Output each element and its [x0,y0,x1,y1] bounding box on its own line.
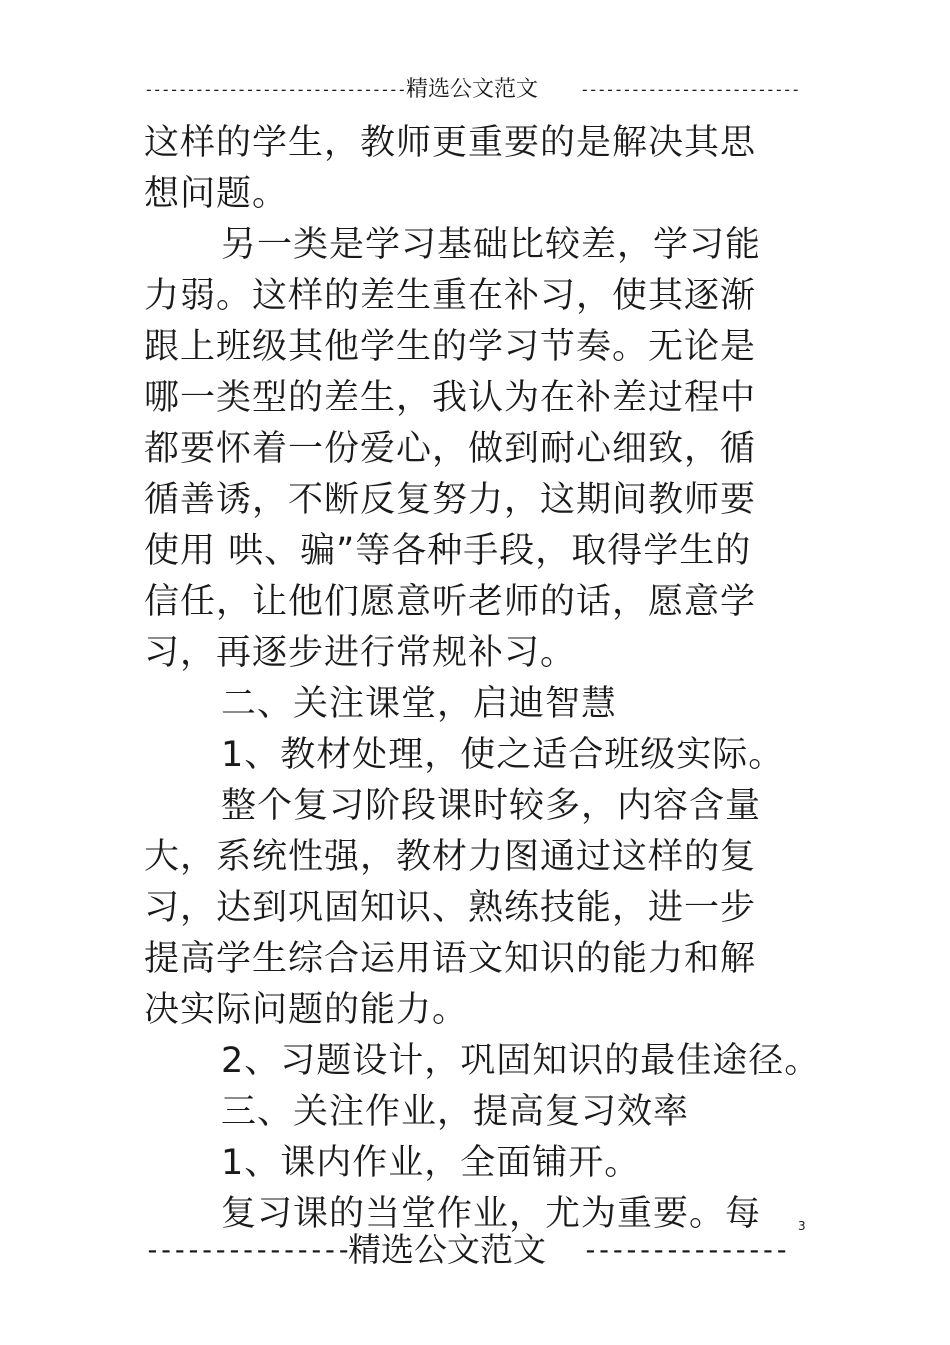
subsection-heading: 2、习题设计，巩固知识的最佳途径。 [221,1041,821,1081]
body-line: 大，系统性强，教材力图通过这样的复 [144,837,757,877]
page-footer [144,1228,787,1272]
body-line: 循善诱，不断反复努力，这期间教师要 [144,480,757,520]
header-left-rule: -------------------------------- [144,80,414,99]
body-line: 这样的学生，教师更重要的是解决其思 [144,123,757,163]
body-line: 哪一类型的差生，我认为在补差过程中 [144,378,757,418]
page-header [144,74,800,106]
header-title: 精选公文范文 [406,77,539,102]
body-line: 跟上班级其他学生的学习节奏。无论是 [144,327,757,367]
footer-left-rule: --------------- [144,1233,349,1266]
section-heading: 二、关注课堂，启迪智慧 [221,684,618,724]
body-line: 提高学生综合运用语文知识的能力和解 [144,939,757,979]
body-line: 都要怀着一份爱心，做到耐心细致，循 [144,429,757,469]
body-line: 复习课的当堂作业，尤为重要。每 [221,1194,762,1234]
body-line: 另一类是学习基础比较差，学习能 [221,225,762,265]
page-number: 3 [798,1219,806,1233]
header-right-rule: -------------------------- [580,80,800,99]
body-line: 力弱。这样的差生重在补习，使其逐渐 [144,276,757,316]
body-line: 决实际问题的能力。 [144,990,469,1030]
body-line: 使用 哄、骗”等各种手段，取得学生的 [144,531,752,571]
document-body [144,118,821,1240]
body-line: 习，再逐步进行常规补习。 [144,633,577,673]
section-heading: 三、关注作业，提高复习效率 [221,1092,690,1132]
subsection-heading: 1、课内作业，全面铺开。 [221,1143,641,1183]
body-line: 整个复习阶段课时较多，内容含量 [221,786,762,826]
body-line: 想问题。 [144,174,289,214]
body-line: 信任，让他们愿意听老师的话，愿意学 [144,582,757,622]
footer-title: 精选公文范文 [348,1230,546,1269]
subsection-heading: 1、教材处理，使之适合班级实际。 [221,735,785,775]
footer-right-rule: --------------- [582,1233,787,1266]
body-line: 习，达到巩固知识、熟练技能，进一步 [144,888,757,928]
